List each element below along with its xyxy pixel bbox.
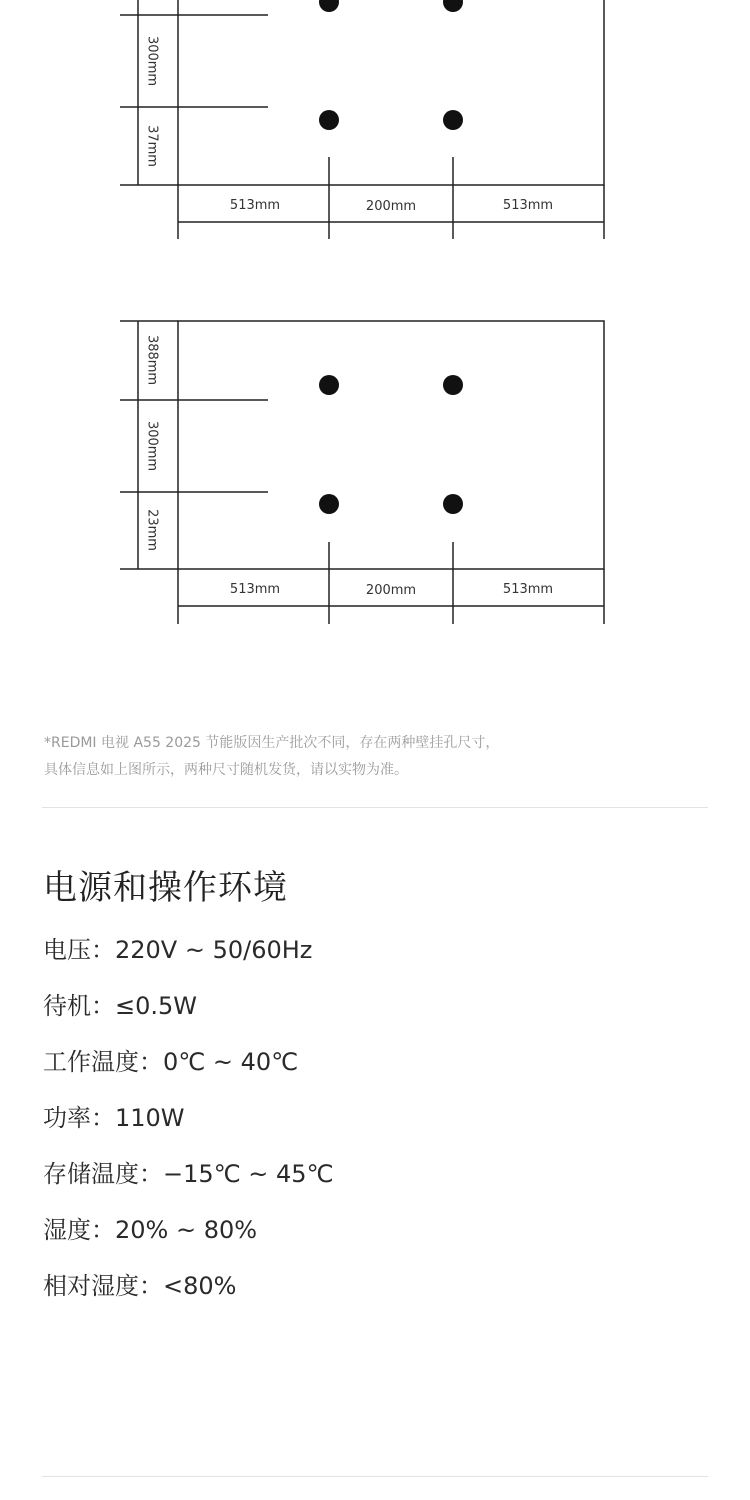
spec-item: 相对湿度：<80% [43, 1272, 237, 1300]
divider [42, 1476, 708, 1477]
dim-label: 513mm [229, 198, 281, 213]
wall-mount-diagram-2 [0, 310, 750, 640]
dim-label: 300mm [144, 35, 160, 87]
mount-hole [319, 110, 339, 130]
spec-item: 工作温度：0℃ ~ 40℃ [43, 1048, 299, 1076]
mount-hole [443, 494, 463, 514]
dim-label: 200mm [365, 583, 417, 598]
wall-mount-diagram-1 [0, 0, 750, 250]
mount-hole [319, 494, 339, 514]
tv-outline [178, 321, 604, 569]
mount-hole [319, 0, 339, 12]
mount-hole [443, 375, 463, 395]
dim-label: 513mm [502, 582, 554, 597]
spec-item: 功率：110W [43, 1104, 185, 1132]
dim-label: 200mm [365, 199, 417, 214]
section-title: 电源和操作环境 [43, 868, 288, 908]
footnote-line: 具体信息如上图所示，两种尺寸随机发货，请以实物为准。 [44, 762, 408, 778]
mount-hole [443, 110, 463, 130]
dim-label: 300mm [144, 420, 160, 472]
dim-label: 23mm [144, 509, 160, 551]
tv-outline [178, 0, 604, 185]
spec-item: 待机：≤0.5W [43, 992, 198, 1020]
dim-label: 513mm [502, 198, 554, 213]
divider [42, 807, 708, 808]
spec-item: 湿度：20% ~ 80% [43, 1216, 258, 1244]
mount-hole [443, 0, 463, 12]
spec-list [43, 930, 333, 1322]
spec-item: 电压：220V ~ 50/60Hz [43, 936, 313, 964]
footnote [44, 730, 704, 784]
dim-label: 513mm [229, 582, 281, 597]
footnote-line: *REDMI 电视 A55 2025 节能版因生产批次不同，存在两种壁挂孔尺寸， [44, 735, 500, 751]
spec-item: 存储温度：−15℃ ~ 45℃ [43, 1160, 334, 1188]
dim-label: 388mm [144, 334, 160, 386]
dim-label: 37mm [144, 125, 160, 167]
mount-hole [319, 375, 339, 395]
